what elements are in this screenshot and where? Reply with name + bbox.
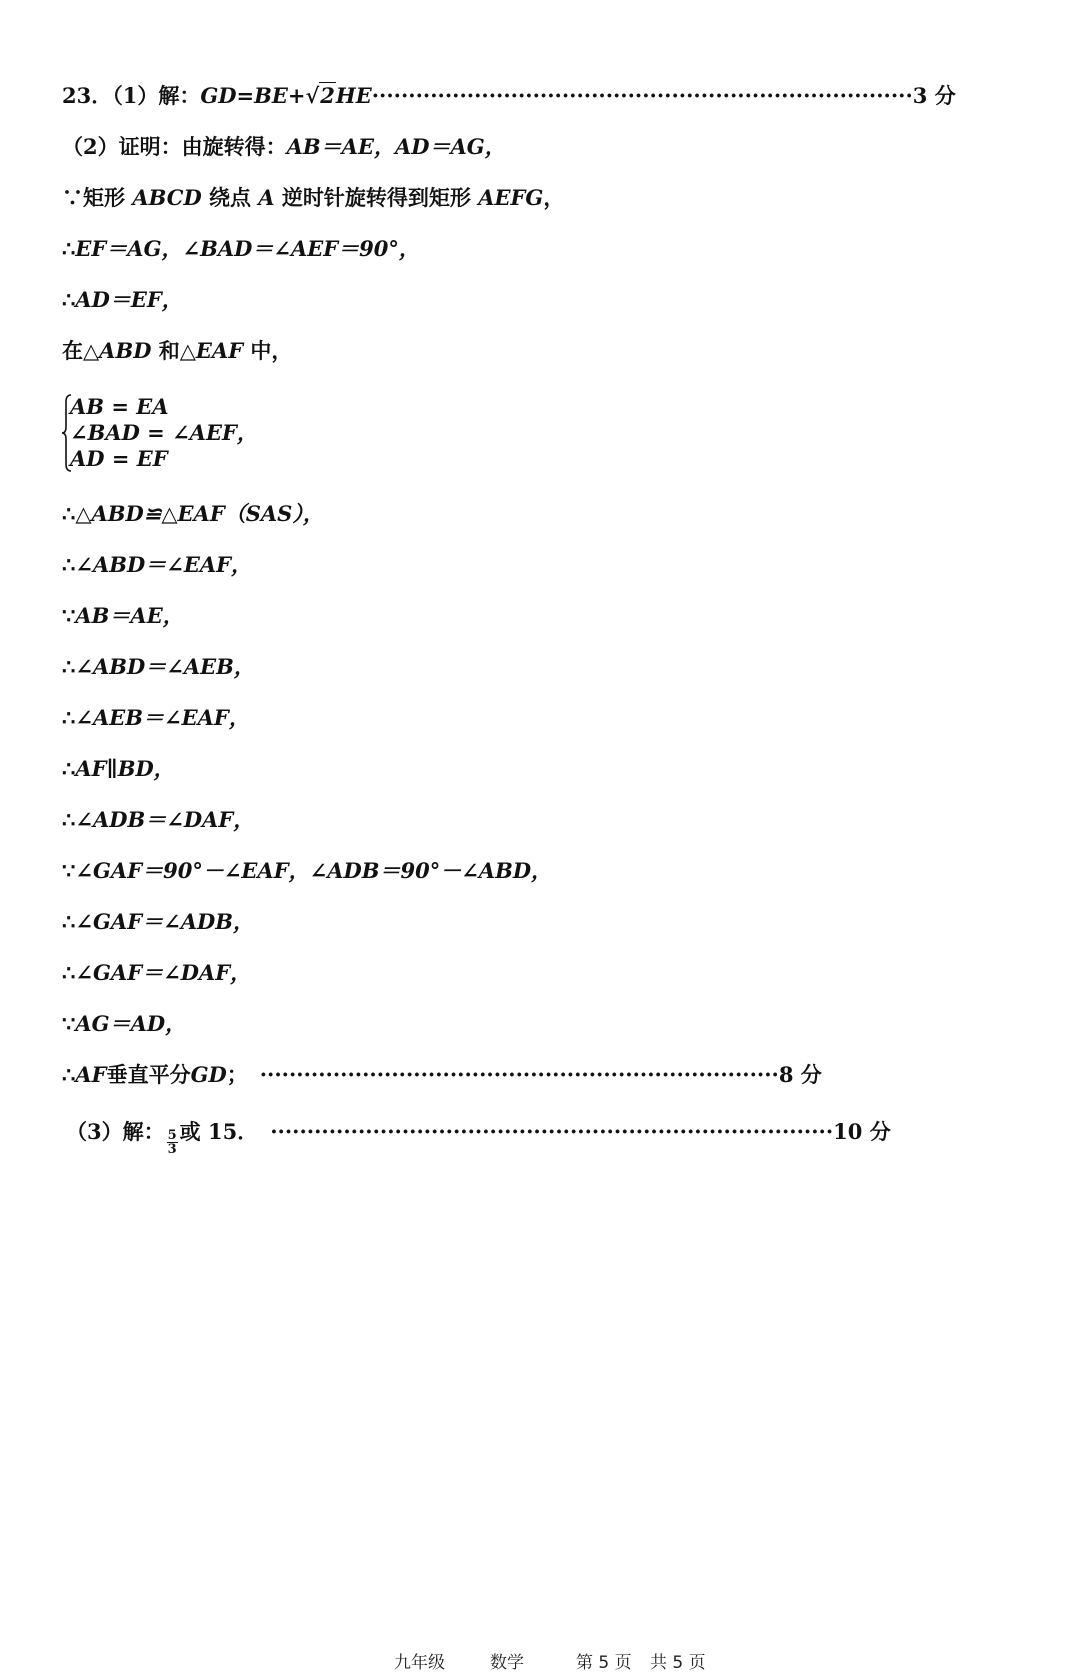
proof-line xyxy=(62,182,564,212)
text: 垂直平分 xyxy=(106,1062,191,1087)
text: 中， xyxy=(243,338,293,363)
math-expression: AF∥BD， xyxy=(75,756,175,781)
therefore-symbol: ∴∠ xyxy=(62,960,93,985)
score-leader-dots: ············································································· xyxy=(270,1119,834,1144)
math-expression: GAF＝∠ADB， xyxy=(92,909,254,934)
therefore-symbol: ∴∠ xyxy=(62,909,93,934)
footer-grade: 九年级 xyxy=(394,1653,445,1673)
math-expression: ABD＝∠EAF， xyxy=(92,552,253,577)
proof-line xyxy=(62,702,250,732)
proof-line xyxy=(62,335,292,365)
question-label: 23．（1）解： xyxy=(62,83,201,108)
therefore-symbol: ∴ xyxy=(62,1062,76,1087)
denominator: 3 xyxy=(167,1142,177,1157)
text: 逆时针旋转得到矩形 xyxy=(274,185,479,210)
footer-total-pages: 共 5 页 xyxy=(650,1653,706,1673)
score-label: 10 分 xyxy=(833,1119,891,1144)
proof-line xyxy=(62,651,255,681)
question-label: （3）解： xyxy=(66,1119,165,1144)
proof-line xyxy=(62,804,254,834)
math-expression: ADB＝∠DAF， xyxy=(92,807,255,832)
score-leader-dots: ·········································································· xyxy=(371,83,913,108)
proof-line xyxy=(62,549,252,579)
system-row: AB = EA xyxy=(70,394,169,419)
math-expression: ABD xyxy=(99,338,152,363)
line-23-1 xyxy=(62,80,956,110)
proof-line xyxy=(62,753,175,783)
therefore-symbol: ∴∠ xyxy=(62,807,93,832)
math-expression: A xyxy=(258,185,275,210)
fraction xyxy=(167,1129,178,1156)
sqrt-sign: √ xyxy=(305,83,320,108)
text: ， xyxy=(543,185,565,210)
system-row: AD = EF xyxy=(70,446,168,471)
math-expression: AEFG xyxy=(478,185,544,210)
therefore-symbol: ∴△ xyxy=(62,501,92,526)
score-label: 3 分 xyxy=(912,83,956,108)
math-expression: ABD≌△EAF（SAS）， xyxy=(91,501,324,526)
text: 或 15． xyxy=(179,1119,259,1144)
therefore-symbol: ∴ xyxy=(62,756,76,781)
math-expression: HE xyxy=(335,83,372,108)
therefore-symbol: ∴∠ xyxy=(62,654,93,679)
footer-subject: 数学 xyxy=(490,1653,524,1673)
math-expression: AB＝AE， xyxy=(75,603,184,628)
text: （2）证明：由旋转得： xyxy=(62,134,287,159)
math-expression: ABD＝∠AEB， xyxy=(92,654,255,679)
system-row: ∠BAD = ∠AEF， xyxy=(70,420,258,445)
math-expression: AF xyxy=(75,1062,107,1087)
score-leader-dots: ······································································· xyxy=(259,1062,779,1087)
math-expression: GD=BE+ xyxy=(200,83,306,108)
text: 和△ xyxy=(151,338,196,363)
numerator: 5 xyxy=(167,1128,177,1143)
proof-line xyxy=(62,906,254,936)
sqrt-radicand: 2 xyxy=(320,83,335,108)
text: 绕点 xyxy=(201,185,259,210)
text: ∵矩形 xyxy=(62,185,133,210)
math-expression: AG＝AD， xyxy=(75,1011,187,1036)
therefore-symbol: ∴ xyxy=(62,236,76,261)
proof-line xyxy=(62,498,324,528)
because-symbol: ∵∠ xyxy=(62,858,93,883)
equation-system xyxy=(62,394,322,474)
because-symbol: ∵ xyxy=(62,603,76,628)
therefore-symbol: ∴∠ xyxy=(62,705,93,730)
proof-line xyxy=(62,600,184,630)
therefore-symbol: ∴ xyxy=(62,287,76,312)
math-expression: GD xyxy=(190,1062,227,1087)
math-expression: EAF xyxy=(195,338,244,363)
line-23-3 xyxy=(66,1116,891,1156)
text: ； xyxy=(226,1062,248,1087)
line-23-2-intro xyxy=(62,131,506,161)
proof-line xyxy=(62,957,251,987)
math-expression: GAF＝∠DAF， xyxy=(92,960,252,985)
footer-page-number: 第 5 页 xyxy=(576,1653,632,1673)
math-expression: ABCD xyxy=(132,185,202,210)
math-expression: GAF＝90°－∠EAF，∠ADB＝90°－∠ABD， xyxy=(92,858,553,883)
text: 在△ xyxy=(62,338,100,363)
score-label: 8 分 xyxy=(778,1062,822,1087)
therefore-symbol: ∴∠ xyxy=(62,552,93,577)
sqrt-expression xyxy=(305,83,335,108)
math-expression: EF＝AG，∠BAD＝∠AEF＝90°， xyxy=(75,236,420,261)
proof-line xyxy=(62,855,552,885)
because-symbol: ∵ xyxy=(62,1011,76,1036)
math-expression: AD＝EF， xyxy=(75,287,183,312)
proof-line xyxy=(62,284,183,314)
proof-line xyxy=(62,233,420,263)
proof-line xyxy=(62,1008,186,1038)
math-expression: AEB＝∠EAF， xyxy=(92,705,250,730)
proof-conclusion-line xyxy=(62,1059,822,1089)
math-expression: AB＝AE，AD＝AG， xyxy=(286,134,506,159)
